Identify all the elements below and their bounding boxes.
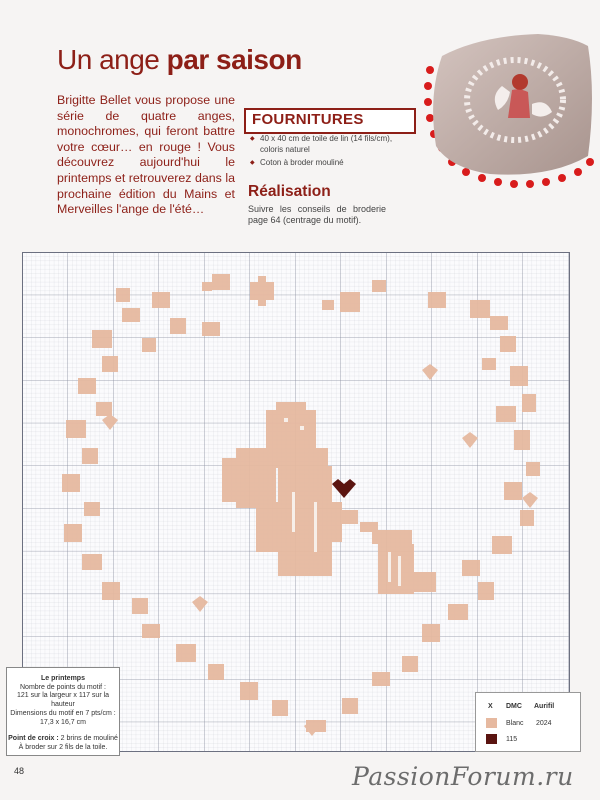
fournitures-item: ◆ Coton à broder mouliné	[250, 158, 410, 169]
cushion-angle-head	[512, 74, 528, 90]
legend-swatch-blanc	[486, 718, 497, 728]
info-box	[6, 667, 120, 756]
info-line: Nombre de points du motif :	[20, 683, 106, 691]
title-bold: par saison	[166, 44, 302, 75]
legend-swatch-115	[486, 734, 497, 744]
info-line: Dimensions du motif en 7 pts/cm :	[10, 709, 116, 717]
info-line: 121 sur la largeur x 117 sur la hauteur	[16, 692, 110, 709]
legend-col-aurifil: Aurifil	[534, 703, 555, 710]
realisation-text: Suivre les conseils de broderie page 64 (centrage du motif).	[248, 204, 386, 225]
legend-dmc-value: Blanc	[506, 720, 524, 727]
realisation-title: Réalisation	[248, 183, 331, 200]
info-line: À broder sur 2 fils de la toile.	[18, 743, 108, 751]
cushion-photo	[420, 26, 596, 194]
legend-col-dmc: DMC	[506, 703, 522, 710]
fournitures-list	[250, 134, 410, 172]
legend-aurifil-value: 2024	[536, 720, 552, 727]
legend-col-x: X	[488, 703, 493, 710]
intro-text: Brigitte Bellet vous propose une série de quatre anges, monochromes, qui feront battre votre cœur… en rouge ! Vous découvrez aujourd'hui le printemps et retrouverez dans la prochaine édition du Mains et Merveilles l'ange de l'été…	[57, 93, 235, 217]
color-legend	[475, 692, 581, 752]
point-text: 2 brins de mouliné	[60, 735, 118, 743]
title-light: Un ange	[57, 44, 160, 75]
point-label: Point de croix :	[8, 735, 59, 743]
legend-dmc-value: 115	[506, 736, 518, 743]
watermark: PassionForum.ru	[352, 762, 574, 791]
info-line: 17,3 x 16,7 cm	[40, 718, 86, 726]
info-title: Le printemps	[41, 675, 85, 682]
fournitures-title: FOURNITURES	[252, 111, 364, 128]
fournitures-item: ◆ 40 x 40 cm de toile de lin (14 fils/cm), coloris naturel	[250, 134, 410, 155]
page-title	[57, 44, 302, 76]
page-number: 48	[14, 766, 25, 776]
